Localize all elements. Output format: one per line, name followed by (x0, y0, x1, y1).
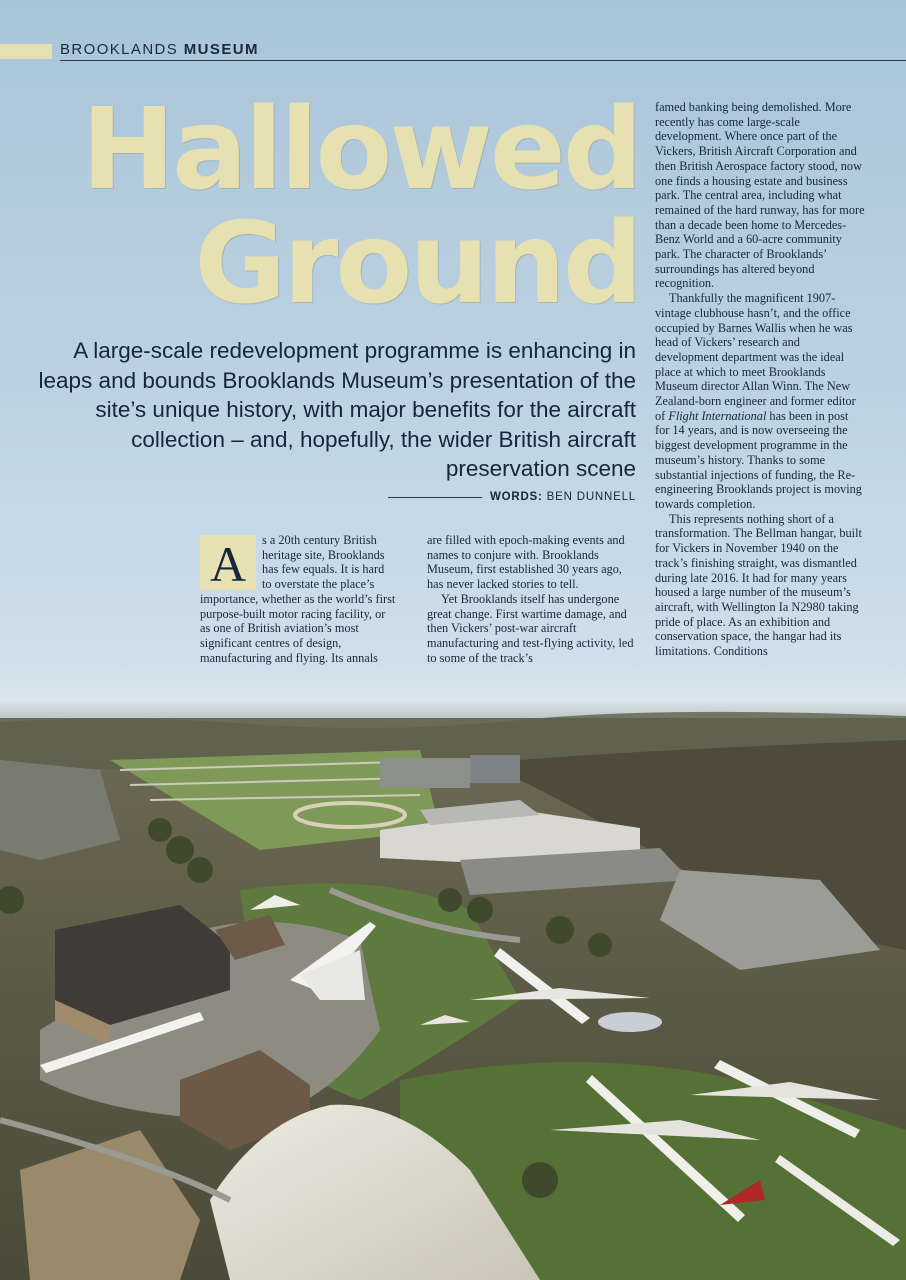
byline-rule (388, 497, 482, 498)
aerial-photo-illustration (0, 700, 906, 1280)
header-rule (60, 60, 906, 61)
paragraph-text: Thankfully the magnificent 1907-vintage clubhouse hasn’t, and the office occupied by Barnes Wallis when he was head of Vickers’ research and development department was the ideal place at which to meet Brooklands Museum director Allan Winn. The New Zealand-born engineer and former editor of (655, 291, 856, 423)
publication-title: Flight International (668, 408, 767, 423)
paragraph: s a 20th century British heritage site, Brooklands has few equals. It is hard to overstate the place’s importance, whether as the world’s first purpose-built motor racing facility, or as one of British aviation’s most significant centres of design, manufacturing and flying. Its annals (200, 533, 396, 665)
byline (490, 491, 636, 503)
byline-author: BEN DUNNELL (546, 491, 636, 503)
section-header-bold: MUSEUM (183, 41, 259, 58)
office-building (470, 755, 520, 783)
standfirst: A large-scale redevelopment programme is enhancing in leaps and bounds Brooklands Museum’s presentation of the site’s unique history, with major benefits for the aircraft collection – and, hopefully, the wider British aircraft preservation scene (38, 338, 636, 481)
paragraph: This represents nothing short of a transformation. The Bellman hangar, built for Vickers in November 1940 on the track’s finishing straight, was dismantled during late 2016. It had for many years housed a large number of the museum’s aircraft, with Wellington Ia N2980 taking pride of place. As an exhibition and conservation space, the hangar had its limitations. Conditions (655, 511, 862, 659)
byline-label: WORDS: (489, 491, 543, 503)
fuselage-section (598, 1012, 662, 1032)
office-building (380, 758, 470, 788)
article-column-1 (200, 533, 396, 665)
paragraph: are filled with epoch-making events and names to conjure with. Brooklands Museum, first established 30 years ago, has never lacked stories to tell. (427, 533, 625, 592)
paragraph: famed banking being demolished. More recently has come large-scale development. Where once part of the Vickers, British Aircraft Corporation and then British Aerospace factory stood, now one finds a housing estate and business park. The central area, including what remained of the hard runway, has for more than a decade been home to Mercedes-Benz World and a 60-acre community park. The character of Brooklands’ surroundings has altered beyond recognition. (655, 100, 865, 291)
paragraph: Yet Brooklands itself has undergone great change. First wartime damage, and then Vickers’ post-war aircraft manufacturing and test-flying activity, led to some of the track’s (427, 591, 634, 665)
paragraph (655, 291, 865, 512)
aerial-photograph (0, 700, 906, 1280)
section-header-plain: BROOKLANDS (60, 41, 179, 58)
headline-line-1: Hallowed (81, 85, 640, 215)
article-column-2 (427, 533, 637, 665)
section-header (60, 41, 259, 58)
article-column-3 (655, 100, 865, 659)
headline-line-2: Ground (194, 199, 640, 329)
drop-cap: A (200, 535, 256, 590)
paragraph-text: has been in post for 14 years, and is now overseeing the biggest development programme in the museum’s history. Thanks to some substantial injections of funding, the Re-engineering Brooklands project is moving towards completion. (655, 408, 862, 511)
header-accent-bar (0, 44, 52, 59)
